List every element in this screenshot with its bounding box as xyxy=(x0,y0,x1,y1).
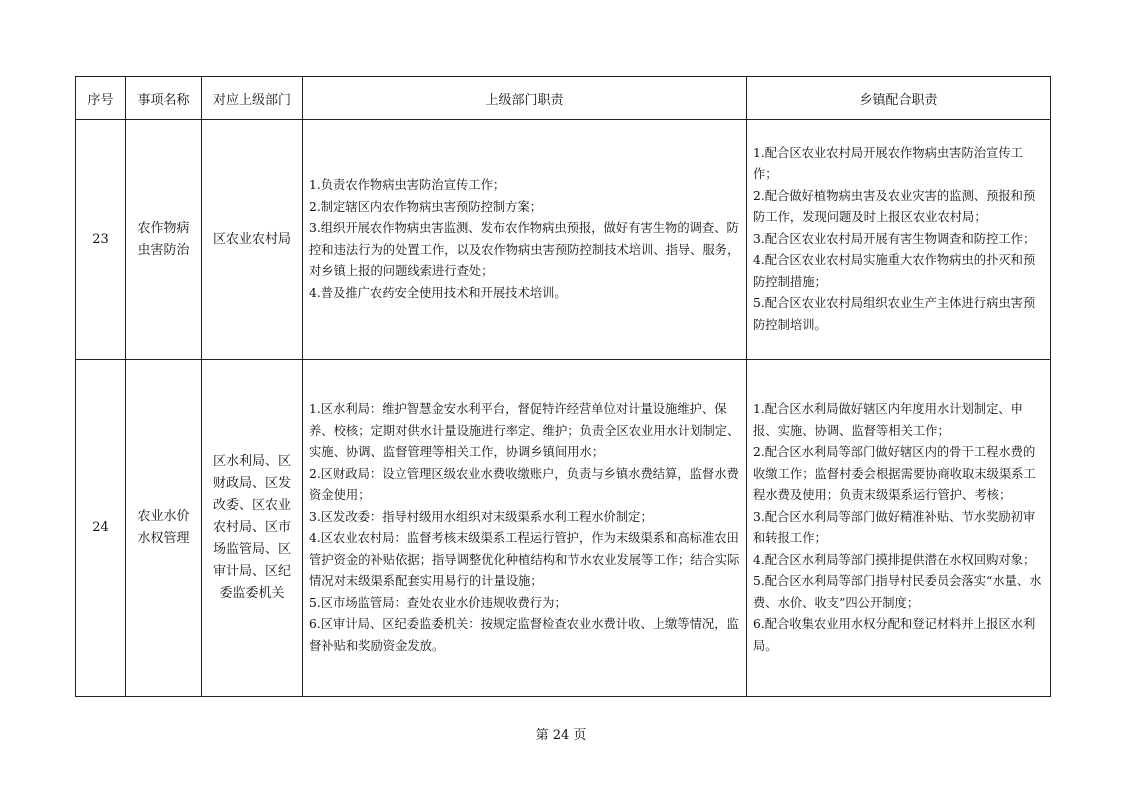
duty-line: 4.区农业农村局：监督考核末级渠系工程运行管护，作为末级渠系和高标准农田管护资金的补贴依据；指导调整优化种植结构和节水农业发展等工作；结合实际情况对末级渠系配套实用易行的计量设施； xyxy=(309,531,740,588)
page-number: 第 24 页 xyxy=(535,728,587,743)
table-row xyxy=(76,360,1051,697)
duty-line: 3.配合区水利局等部门做好精准补贴、节水奖励初审和转报工作； xyxy=(753,509,1036,545)
duty-line: 2.制定辖区内农作物病虫害预防控制方案； xyxy=(309,199,543,214)
table-row xyxy=(76,120,1051,360)
duty-line: 2.配合区水利局等部门做好辖区内的骨干工程水费的收缴工作；监督村委会根据需要协商收取末级渠系工程水费及使用；负责末级渠系运行管护、考核； xyxy=(753,445,1036,502)
duty-line: 4.普及推广农药安全使用技术和开展技术培训。 xyxy=(309,285,567,300)
upper-dept: 区水利局、区财政局、区发改委、区农业农村局、区市场监管局、区审计局、区纪委监委机关 xyxy=(202,360,303,697)
upper-duties-cell xyxy=(303,360,747,697)
duty-line: 1.配合区农业农村局开展农作物病虫害防治宣传工作； xyxy=(753,145,1023,182)
town-duties-cell xyxy=(747,120,1051,360)
duty-line: 2.区财政局：设立管理区级农业水费收缴账户，负责与乡镇水费结算，监督水费资金使用； xyxy=(309,466,739,502)
duty-line: 1.配合区水利局做好辖区内年度用水计划制定、申报、实施、协调、监督等相关工作； xyxy=(753,402,1023,438)
duty-line: 3.组织开展农作物病虫害监测、发布农作物病虫预报，做好有害生物的调查、防控和违法行为的处置工作，以及农作物病虫害预防控制技术培训、指导、服务，对乡镇上报的问题线索进行查处； xyxy=(309,221,740,278)
header-item-name: 事项名称 xyxy=(126,77,202,120)
duty-line: 6.配合收集农业用水权分配和登记材料并上报区水利局。 xyxy=(753,617,1036,653)
duty-line: 3.配合区农业农村局开展有害生物调查和防控工作； xyxy=(753,231,1036,246)
duty-line: 1.负责农作物病虫害防治宣传工作； xyxy=(309,178,506,192)
row-number: 24 xyxy=(76,360,126,697)
duty-line: 4.配合区农业农村局实施重大农作物病虫的扑灭和预防控制措施； xyxy=(753,253,1036,289)
duty-line: 5.配合区农业农村局组织农业生产主体进行病虫害预防控制培训。 xyxy=(753,296,1036,332)
town-duties-cell xyxy=(747,360,1051,697)
upper-duties-cell xyxy=(303,120,747,360)
header-upper-duties: 上级部门职责 xyxy=(303,77,747,120)
row-number: 23 xyxy=(76,120,126,360)
duty-line: 1.区水利局：维护智慧金安水利平台，督促特许经营单位对计量设施维护、保养、校核；定期对供水计量设施进行率定、维护；负责全区农业用水计划制定、实施、协调、监督管理等相关工作，协调乡镇间用水； xyxy=(309,402,740,459)
duty-line: 4.配合区水利局等部门摸排提供潜在水权回购对象； xyxy=(753,552,1036,567)
duty-line: 5.配合区水利局等部门指导村民委员会落实“水量、水费、水价、收支”四公开制度； xyxy=(753,574,1042,610)
duty-line: 5.区市场监管局：查处农业水价违规收费行为； xyxy=(309,595,567,610)
table-header-row xyxy=(76,77,1051,120)
responsibility-table xyxy=(75,76,1051,697)
duty-line: 2.配合做好植物病虫害及农业灾害的监测、预报和预防工作，发现问题及时上报区农业农村局； xyxy=(753,188,1036,225)
header-upper-dept: 对应上级部门 xyxy=(202,77,303,120)
duty-line: 3.区发改委：指导村级用水组织对末级渠系水利工程水价制定； xyxy=(309,509,653,524)
header-seq: 序号 xyxy=(76,77,126,120)
item-name: 农作物病虫害防治 xyxy=(126,120,202,360)
header-town-duties: 乡镇配合职责 xyxy=(747,77,1051,120)
duty-line: 6.区审计局、区纪委监委机关：按规定监督检查农业水费计收、上缴等情况，监督补贴和奖励资金发放。 xyxy=(309,617,739,653)
upper-dept: 区农业农村局 xyxy=(202,120,303,360)
item-name: 农业水价水权管理 xyxy=(126,360,202,697)
